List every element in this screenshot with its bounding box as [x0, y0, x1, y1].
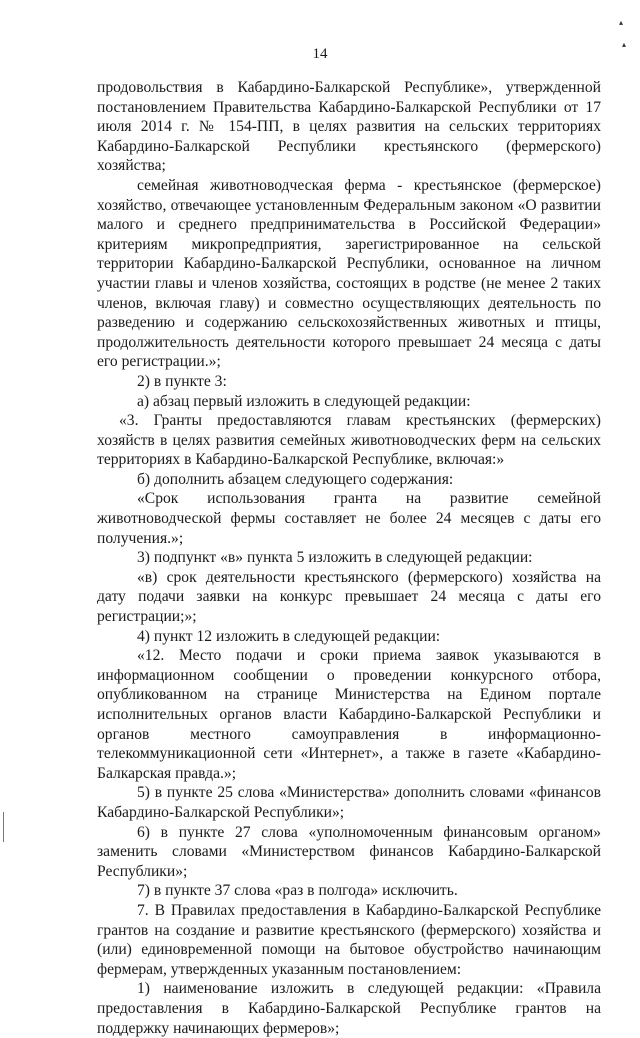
paragraph-6: б) дополнить абзацем следующего содержания: [137, 470, 454, 488]
paragraph-8: 3) подпункт «в» пункта 5 изложить в следующей редакции: [137, 549, 533, 567]
paragraph-14: 7) в пункте 37 слова «раз в полгода» исключить. [137, 882, 458, 900]
paragraph-12: 5) в пункте 25 слова «Министерства» дополнить словами «финансов Кабардино-Балкарской Республики»; [97, 784, 601, 821]
scan-mark-right: ▴ [622, 40, 627, 49]
paragraph-1: продовольствия в Кабардино-Балкарской Республике», утвержденной постановлением Правительства Кабардино-Балкарской Республики от 17 июля 2014 г. № 154-ПП, в целях развития на сельских территориях Кабардино-Балкарской Республики крестьянского (фермерского) хозяйства; [97, 79, 601, 175]
paragraph-13: 6) в пункте 27 слова «уполномоченным финансовым органом» заменить словами «Министерством финансов Кабардино-Балкарской Республики»; [97, 823, 601, 880]
margin-line [3, 812, 4, 842]
page-number: 14 [312, 46, 328, 62]
paragraph-15: 7. В Правилах предоставления в Кабардино-Балкарской Республике грантов на создание и развитие крестьянского (фермерского) хозяйства и (или) единовременной помощи на бытовое обустройство начинающим фермерам, утвержденных указанным постановлением: [97, 901, 601, 978]
paragraph-5: «3. Гранты предоставляются главам крестьянских (фермерских) хозяйств в целях развития семейных животноводческих ферм на сельских территориях в Кабардино-Балкарской Республике, включая:» [97, 412, 601, 469]
paragraph-2: семейная животноводческая ферма - крестьянское (фермерское) хозяйство, отвечающее установленным Федеральным законом «О развитии малого и среднего предпринимательства в Российской Федерации» критериям микропредприятия, зарегистрированное на сельской территории Кабардино-Балкарской Республики, основанное на личном участии главы и членов хозяйства, состоящих в родстве (не менее 2 таких членов, включая главу) и совместно осуществляющих деятельность по разведению и содержанию сельскохозяйственных животных и птицы, продолжительность деятельности которого превышает 24 месяца с даты его регистрации.»; [97, 176, 601, 371]
document-body [97, 78, 601, 1038]
paragraph-9: «в) срок деятельности крестьянского (фермерского) хозяйства на дату подачи заявки на конкурс превышает 24 месяца с даты его регистрации;»; [97, 568, 601, 626]
paragraph-10: 4) пункт 12 изложить в следующей редакции: [137, 627, 441, 645]
paragraph-4: а) абзац первый изложить в следующей редакции: [137, 392, 471, 410]
paragraph-16: 1) наименование изложить в следующей редакции: «Правила предоставления в Кабардино-Балкарской Республике грантов на поддержку начинающих фермеров»; [97, 980, 601, 1037]
paragraph-11: «12. Место подачи и сроки приема заявок указываются в информационном сообщении о проведении конкурсного отбора, опубликованном на странице Министерства на Едином портале исполнительных органов власти Кабардино-Балкарской Республики и органов местного самоуправления в информационно-телекоммуникационной сети «Интернет», а также в газете «Кабардино-Балкарская правда.»; [97, 647, 601, 782]
paragraph-7: «Срок использования гранта на развитие семейной животноводческой фермы составляет не более 24 месяцев с даты его получения.»; [97, 490, 601, 547]
paragraph-3: 2) в пункте 3: [137, 372, 227, 390]
scan-mark-top-right: ▴ [619, 18, 624, 27]
